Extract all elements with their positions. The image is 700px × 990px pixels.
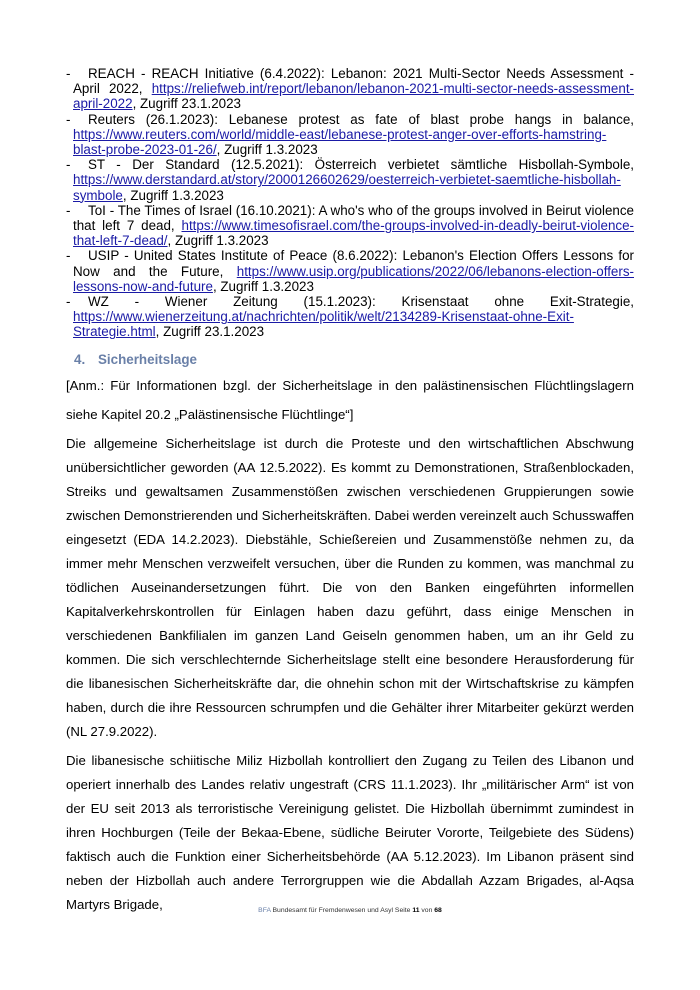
- section-title: Sicherheitslage: [98, 352, 197, 367]
- reference-list: [66, 66, 634, 340]
- access-date: , Zugriff 23.1.2023: [132, 96, 242, 112]
- bullet: -: [66, 294, 71, 310]
- reference-item: [66, 248, 634, 294]
- section-heading: [74, 352, 197, 367]
- page-number: 11: [412, 907, 420, 914]
- reference-text: ST - Der Standard (12.5.2021): Österreich verbietet sämtliche Hisbollah-Symbole,: [88, 157, 634, 173]
- footer-of: von: [419, 907, 435, 914]
- bullet: -: [66, 157, 71, 173]
- body-paragraph: Die libanesische schiitische Miliz Hizbollah kontrolliert den Zugang zu Teilen des Libanon und operiert innerhalb des Landes relativ ungestraft (CRS 11.1.2023). Ihr „militärischer Arm“ ist von der EU seit 2013 als terroristische Vereinigung gelistet. Die Hizbollah übernimmt zumindest in ihren Hochburgen (Teile der Bekaa-Ebene, südliche Beiruter Vororte, Teilgebiete des Südens) faktisch auch die Funktion einer Sicherheitsbehörde (AA 5.12.2023). Im Libanon präsent sind neben der Hizbollah auch andere Terrorgruppen wie die Abdallah Azzam Brigades, al-Aqsa Martyrs Brigade,: [66, 753, 634, 912]
- bullet: -: [66, 202, 71, 218]
- reference-text: REACH - REACH Initiative (6.4.2022): Lebanon: 2021 Multi-Sector Needs Assessment - April 2022,: [73, 66, 634, 97]
- access-date: , Zugriff 1.3.2023: [122, 187, 224, 203]
- reference-link[interactable]: https://www.timesofisrael.com/the-groups-involved-in-deadly-beirut-violence-that-left-7-dead/: [73, 218, 634, 249]
- body-paragraph: Die allgemeine Sicherheitslage ist durch die Proteste und den wirtschaftlichen Abschwung unübersichtlicher geworden (AA 12.5.2022). Es kommt zu Demonstrationen, Straßenblockaden, Streiks und gewaltsamen Zusammenstößen zwischen verschiedenen Gruppierungen sowie zwischen Demonstrierenden und Sicherheitskräften. Dabei werden vereinzelt auch Schusswaffen eingesetzt (EDA 14.2.2023). Diebstähle, Schießereien und Zusammenstöße nehmen zu, da immer mehr Menschen verzweifelt versuchen, über die Runden zu kommen, was manchmal zu tödlichen Auseinandersetzungen führt. Die von den Banken eingeführten informellen Kapitalverkehrskontrollen für Einlagen haben dazu geführt, dass einige Menschen in verschiedenen Bankfilialen im ganzen Land Geiseln genommen haben, um an ihr Geld zu kommen. Die sich verschlechternde Sicherheitslage stellt eine besondere Herausforderung für die libanesischen Sicherheitskräfte dar, die ohnehin schon mit der Wirtschaftskrise zu kämpfen haben, durch die ihre Ressourcen schrumpfen und die Gehälter ihrer Mitarbeiter gekürzt werden (NL 27.9.2022).: [66, 436, 634, 739]
- section-number: 4.: [74, 352, 86, 367]
- reference-item: [66, 294, 634, 340]
- access-date: , Zugriff 23.1.2023: [155, 324, 265, 340]
- reference-link[interactable]: https://www.reuters.com/world/middle-east/lebanese-protest-anger-over-efforts-hamstring-blast-probe-2023-01-26/: [73, 126, 607, 158]
- reference-item: [66, 66, 634, 112]
- reference-item: [66, 203, 634, 249]
- access-date: , Zugriff 1.3.2023: [216, 142, 318, 158]
- reference-link[interactable]: https://www.usip.org/publications/2022/06/lebanons-election-offers-lessons-now-and-future: [73, 263, 634, 294]
- reference-text: Reuters (26.1.2023): Lebanese protest as fate of blast probe hangs in balance,: [88, 111, 634, 127]
- reference-text: USIP - United States Institute of Peace (8.6.2022): Lebanon's Election Offers Lessons for Now and the Future,: [73, 248, 634, 279]
- reference-link[interactable]: https://www.derstandard.at/story/2000126602629/oesterreich-verbietet-saemtliche-hisbollah-symbole: [73, 172, 621, 203]
- note-paragraph: [Anm.: Für Informationen bzgl. der Sicherheitslage in den palästinensischen Flüchtlingslagern siehe Kapitel 20.2 „Palästinensische Flüchtlinge“]: [66, 378, 634, 422]
- reference-item: [66, 157, 634, 203]
- reference-text: WZ - Wiener Zeitung (15.1.2023): Krisenstaat ohne Exit-Strategie,: [88, 294, 634, 310]
- bfa-logo: BFA: [258, 907, 271, 914]
- access-date: , Zugriff 1.3.2023: [167, 233, 269, 249]
- reference-link[interactable]: https://reliefweb.int/report/lebanon/lebanon-2021-multi-sector-needs-assessment-april-2022: [73, 81, 634, 112]
- bullet: -: [66, 66, 71, 81]
- reference-text: ToI - The Times of Israel (16.10.2021): A who's who of the groups involved in Beirut violence that left 7 dead,: [73, 202, 634, 234]
- bullet: -: [66, 248, 71, 264]
- reference-link[interactable]: https://www.wienerzeitung.at/nachrichten/politik/welt/2134289-Krisenstaat-ohne-Exit-Strategie.html: [73, 309, 574, 340]
- page-footer: [0, 907, 700, 914]
- access-date: , Zugriff 1.3.2023: [212, 278, 314, 294]
- footer-org: Bundesamt für Fremdenwesen und Asyl Seite: [270, 907, 413, 914]
- reference-item: [66, 112, 634, 158]
- bullet: -: [66, 111, 71, 127]
- page-total: 68: [434, 907, 442, 914]
